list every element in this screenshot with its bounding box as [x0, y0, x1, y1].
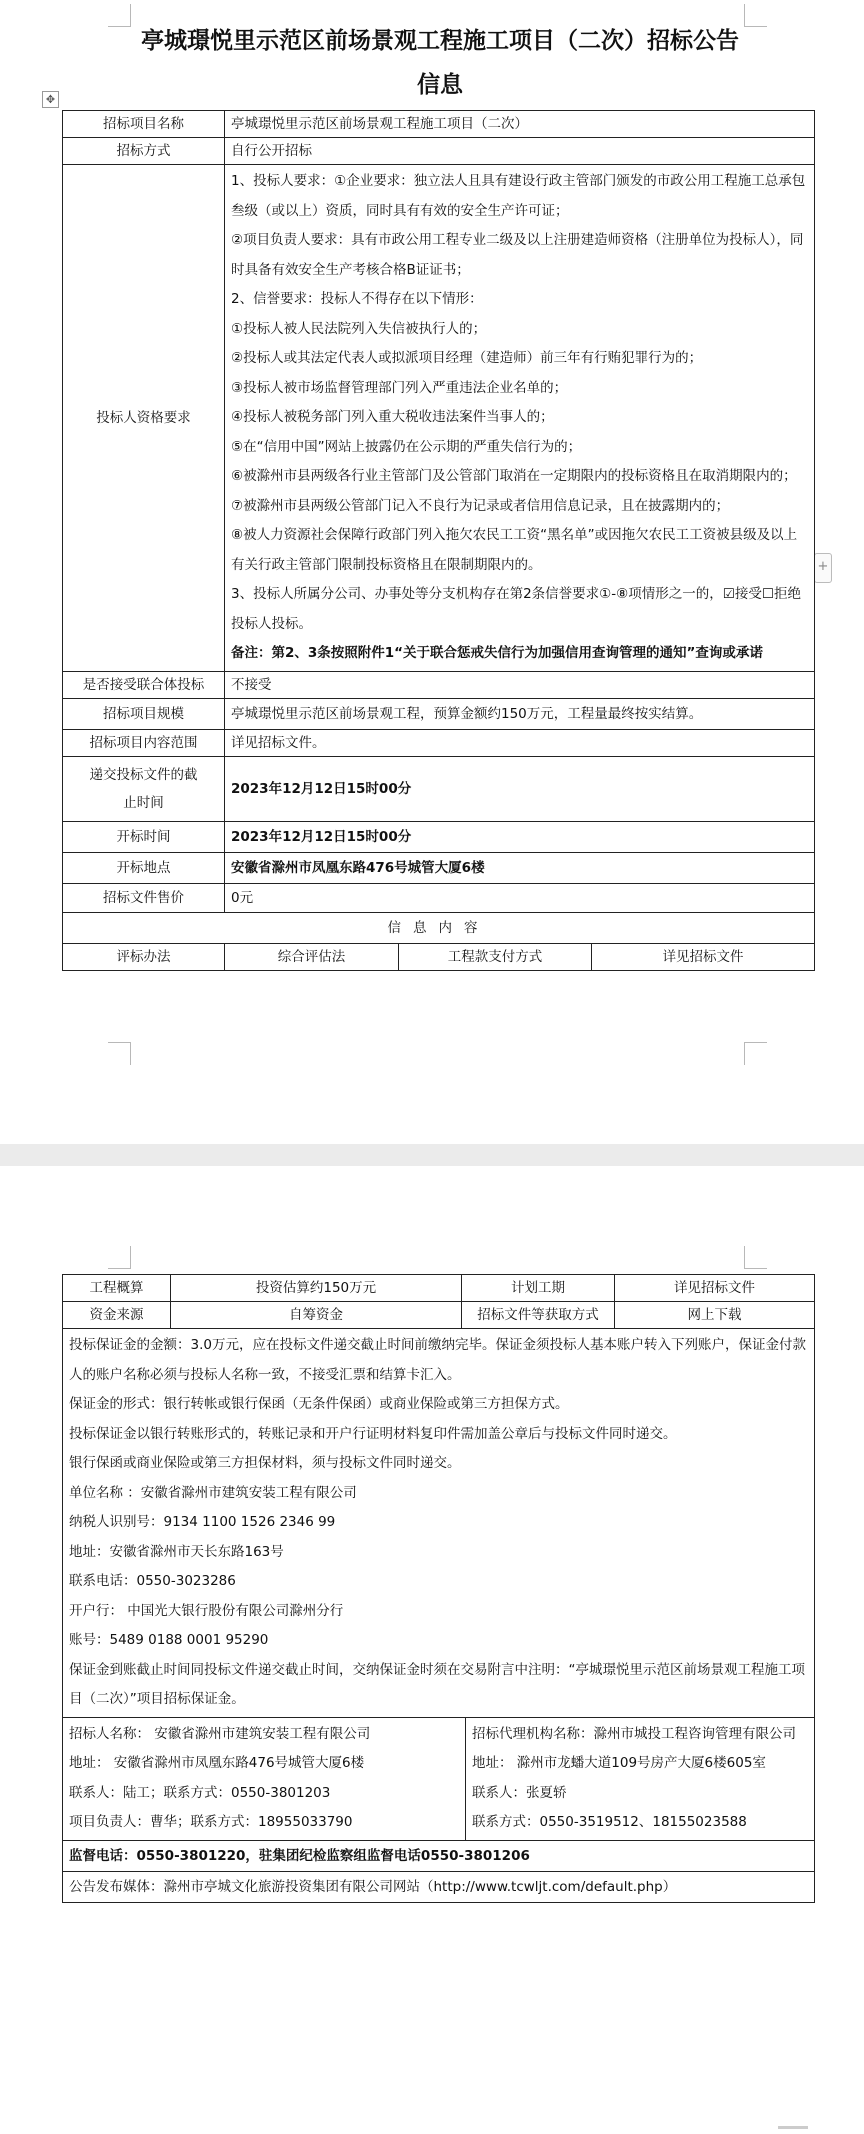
- requirement-line: ⑧被人力资源社会保障行政部门列入拖欠农民工工资“黑名单”或因拖欠农民工工资被县级及以上有关行政主管部门限制投标资格且在限制期限内的。: [231, 527, 798, 573]
- requirement-line: 3、投标人所属分公司、办事处等分支机构存在第2条信誉要求①-⑧项情形之一的，☑接受☐拒绝投标人投标。: [231, 586, 801, 632]
- agent-line: 联系方式：0550-3519512、18155023588: [472, 1814, 747, 1830]
- table-row: [63, 671, 815, 698]
- field-value: 网上下载: [615, 1302, 815, 1329]
- requirement-line: ②投标人或其法定代表人或拟派项目经理（建造师）前三年有行贿犯罪行为的；: [231, 350, 703, 366]
- field-label: 招标项目内容范围: [63, 729, 225, 756]
- field-value: 2023年12月12日15时00分: [225, 756, 815, 821]
- publication-media: 公告发布媒体：滁州市亭城文化旅游投资集团有限公司网站（http://www.tcwljt.com/default.php）: [63, 1871, 815, 1902]
- field-value: 0元: [225, 883, 815, 912]
- deposit-line: 保证金到账截止时间同投标文件递交截止时间，交纳保证金时须在交易附言中注明：“亭城璟悦里示范区前场景观工程施工项目（二次）”项目招标保证金。: [69, 1661, 805, 1707]
- agent-line: 招标代理机构名称：滁州市城投工程咨询管理有限公司: [472, 1725, 796, 1742]
- table-row: [63, 698, 815, 729]
- requirement-line: 1、投标人要求：①企业要求：独立法人且具有建设行政主管部门颁发的市政公用工程施工总承包叁级（或以上）资质，同时具有有效的安全生产许可证；: [231, 173, 806, 219]
- page-corner-mark: [108, 1042, 131, 1065]
- field-value: 不接受: [225, 671, 815, 698]
- deposit-line: 联系电话：0550-3023286: [69, 1573, 236, 1589]
- page-corner-mark: [744, 1042, 767, 1065]
- page-corner-mark: [108, 1246, 131, 1269]
- field-value: 详见招标文件: [592, 943, 815, 970]
- table-row: [63, 756, 815, 821]
- deposit-line: 地址：安徽省滁州市天长东路163号: [69, 1543, 284, 1560]
- document-page-2: [0, 1166, 864, 2134]
- requirement-line: ⑥被滁州市县两级各行业主管部门及公管部门取消在一定期限内的投标资格且在取消期限内的；: [231, 468, 797, 484]
- field-label: 是否接受联合体投标: [63, 671, 225, 698]
- field-label: 递交投标文件的截止时间: [63, 756, 225, 821]
- field-value: 详见招标文件: [615, 1275, 815, 1302]
- requirement-note: 备注：第2、3条按照附件1“关于联合惩戒失信行为加强信用查询管理的通知”查询或承诺: [231, 645, 763, 661]
- deposit-line: 保证金的形式：银行转帐或银行保函（无条件保函）或商业保险或第三方担保方式。: [69, 1396, 569, 1412]
- field-label: 工程概算: [63, 1275, 171, 1302]
- table-row: [63, 1871, 815, 1902]
- field-label: 资金来源: [63, 1302, 171, 1329]
- deposit-line: 账号：5489 0188 0001 95290: [69, 1632, 269, 1648]
- plus-icon[interactable]: +: [814, 553, 832, 583]
- field-label: 招标文件售价: [63, 883, 225, 912]
- tenderer-line: 地址： 安徽省滁州市凤凰东路476号城管大厦6楼: [69, 1755, 365, 1771]
- field-value: 自筹资金: [171, 1302, 462, 1329]
- requirement-line: ④投标人被税务部门列入重大税收违法案件当事人的；: [231, 409, 554, 425]
- table-row: [63, 821, 815, 852]
- table-row: [63, 852, 815, 883]
- field-label: 工程款支付方式: [399, 943, 592, 970]
- field-value: 2023年12月12日15时00分: [225, 821, 815, 852]
- table-row: [63, 1840, 815, 1871]
- agent-line: 地址： 滁州市龙蟠大道109号房产大厦6楼605室: [472, 1755, 766, 1771]
- info-content-header: 信息内容: [63, 912, 815, 943]
- table-row: [63, 943, 815, 970]
- deposit-line: 单位名称 ：安徽省滁州市建筑安装工程有限公司: [69, 1484, 357, 1501]
- table-row: [63, 883, 815, 912]
- field-label: 开标地点: [63, 852, 225, 883]
- requirement-line: 2、信誉要求：投标人不得存在以下情形：: [231, 291, 483, 307]
- table-row: [63, 1275, 815, 1302]
- field-label: 评标办法: [63, 943, 225, 970]
- field-label: 招标方式: [63, 138, 225, 165]
- tenderer-info: [63, 1717, 466, 1840]
- tenderer-line: 招标人名称： 安徽省滁州市建筑安装工程有限公司: [69, 1725, 371, 1742]
- field-value: 安徽省滁州市凤凰东路476号城管大厦6楼: [225, 852, 815, 883]
- table-row: [63, 1329, 815, 1718]
- deposit-section: [63, 1329, 815, 1718]
- field-label: 开标时间: [63, 821, 225, 852]
- qualification-requirements: [225, 165, 815, 672]
- requirement-line: ②项目负责人要求：具有市政公用工程专业二级及以上注册建造师资格（注册单位为投标人），同时具备有效安全生产考核合格B证证书；: [231, 232, 804, 278]
- table-row: [63, 729, 815, 756]
- move-icon[interactable]: ✥: [42, 91, 59, 108]
- page-scroll-indicator: [0, 2126, 864, 2128]
- document-title-continuation: 信息: [417, 71, 463, 98]
- deposit-line: 银行保函或商业保险或第三方担保材料，须与投标文件同时递交。: [69, 1455, 461, 1471]
- requirement-line: ⑤在“信用中国”网站上披露仍在公示期的严重失信行为的；: [231, 438, 582, 455]
- field-value: 综合评估法: [225, 943, 399, 970]
- field-label: 计划工期: [462, 1275, 615, 1302]
- field-value: 投资估算约150万元: [171, 1275, 462, 1302]
- supervision-phone: 监督电话：0550-3801220，驻集团纪检监察组监督电话0550-3801206: [63, 1840, 815, 1871]
- requirement-line: ①投标人被人民法院列入失信被执行人的；: [231, 320, 487, 337]
- requirement-line: ⑦被滁州市县两级公管部门记入不良行为记录或者信用信息记录，且在披露期内的；: [231, 497, 730, 514]
- table-row: [63, 138, 815, 165]
- field-label: 招标文件等获取方式: [462, 1302, 615, 1329]
- table-row: [63, 912, 815, 943]
- tenderer-line: 联系人：陆工；联系方式：0550-3801203: [69, 1784, 331, 1801]
- field-value: 亭城璟悦里示范区前场景观工程施工项目（二次）: [225, 111, 815, 138]
- agent-info: [466, 1717, 815, 1840]
- document-title: 亭城璟悦里示范区前场景观工程施工项目（二次）招标公告: [141, 27, 739, 54]
- table-row: [63, 165, 815, 672]
- deposit-line: 投标保证金的金额：3.0万元，应在投标文件递交截止时间前缴纳完毕。保证金须投标人基本账户转入下列账户，保证金付款人的账户名称必须与投标人名称一致，不接受汇票和结算卡汇入。: [69, 1337, 806, 1383]
- table-row: [63, 111, 815, 138]
- field-value: 详见招标文件。: [225, 729, 815, 756]
- field-label: 投标人资格要求: [63, 165, 225, 672]
- deposit-line: 投标保证金以银行转账形式的，转账记录和开户行证明材料复印件需加盖公章后与投标文件同时递交。: [69, 1425, 677, 1442]
- table-row: [63, 1717, 815, 1840]
- page-corner-mark: [744, 1246, 767, 1269]
- field-value: 自行公开招标: [225, 138, 815, 165]
- deposit-line: 纳税人识别号：9134 1100 1526 2346 99: [69, 1514, 336, 1530]
- field-label: 招标项目名称: [63, 111, 225, 138]
- tenderer-line: 项目负责人：曹华；联系方式：18955033790: [69, 1814, 353, 1830]
- deposit-line: 开户行： 中国光大银行股份有限公司滁州分行: [69, 1602, 344, 1619]
- requirement-line: ③投标人被市场监督管理部门列入严重违法企业名单的；: [231, 379, 568, 396]
- field-label: 招标项目规模: [63, 698, 225, 729]
- field-value: 亭城璟悦里示范区前场景观工程，预算金额约150万元，工程量最终按实结算。: [225, 698, 815, 729]
- announcement-table: [62, 110, 815, 971]
- table-row: [63, 1302, 815, 1329]
- agent-line: 联系人：张夏轿: [472, 1784, 567, 1801]
- announcement-table-continued: [62, 1274, 815, 1903]
